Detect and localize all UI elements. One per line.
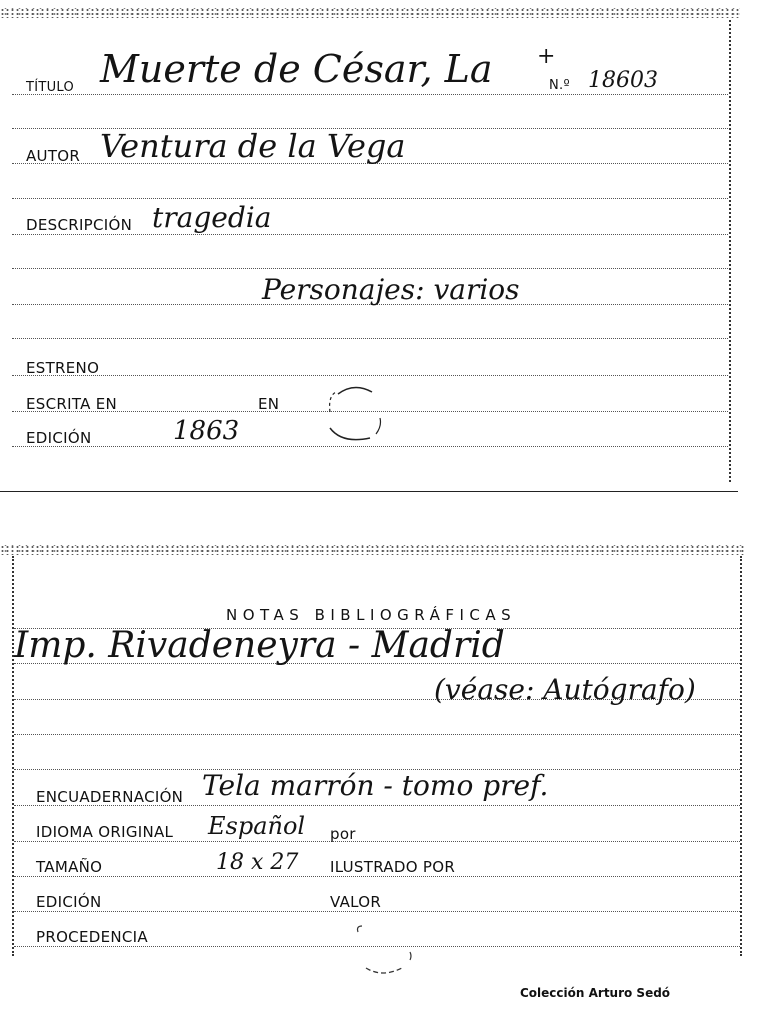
card-top-edge <box>0 545 745 555</box>
autor-label: AUTOR <box>26 147 81 165</box>
encuadernacion-label: ENCUADERNACIÓN <box>36 788 184 806</box>
autor-value: Ventura de la Vega <box>100 127 406 165</box>
card-right-border <box>740 556 742 956</box>
collection-footer: Colección Arturo Sedó <box>520 986 671 1000</box>
nota-line-1: Imp. Rivadeneyra - Madrid <box>14 625 505 666</box>
titulo-value: Muerte de César, La <box>100 47 493 91</box>
notas-header: NOTAS BIBLIOGRÁFICAS <box>226 606 517 624</box>
idioma-value: Español <box>208 812 306 840</box>
numero-label: N.º <box>549 78 570 93</box>
edicion-label: EDICIÓN <box>26 429 92 447</box>
escrita-en-label: ESCRITA EN <box>26 395 118 413</box>
ruled-line <box>14 841 740 842</box>
por-label: por <box>330 825 356 843</box>
encuadernacion-value: Tela marrón - tomo pref. <box>202 769 549 802</box>
ruled-line <box>14 911 740 912</box>
numero-value: 18603 <box>588 68 658 93</box>
estreno-label: ESTRENO <box>26 359 100 377</box>
personajes-value: Personajes: varios <box>262 273 520 306</box>
ruled-line <box>14 876 740 877</box>
en-label: EN <box>258 395 280 413</box>
procedencia-label: PROCEDENCIA <box>36 928 148 946</box>
valor-label: VALOR <box>330 893 382 911</box>
ruled-line <box>14 734 740 735</box>
tamano-label: TAMAÑO <box>36 858 103 876</box>
tamano-value: 18 x 27 <box>216 850 299 875</box>
titulo-label: TÍTULO <box>26 80 75 95</box>
card-left-border <box>12 556 14 956</box>
edicion-label: EDICIÓN <box>36 893 102 911</box>
nota-line-2: (véase: Autógrafo) <box>434 673 696 706</box>
descripcion-label: DESCRIPCIÓN <box>26 216 133 234</box>
idioma-label: IDIOMA ORIGINAL <box>36 823 174 841</box>
edicion-value: 1863 <box>173 416 240 446</box>
ilustrado-label: ILUSTRADO POR <box>330 858 456 876</box>
cross-mark: + <box>537 44 556 69</box>
faded-stamp-circle <box>350 924 420 980</box>
descripcion-value: tragedia <box>152 201 272 234</box>
